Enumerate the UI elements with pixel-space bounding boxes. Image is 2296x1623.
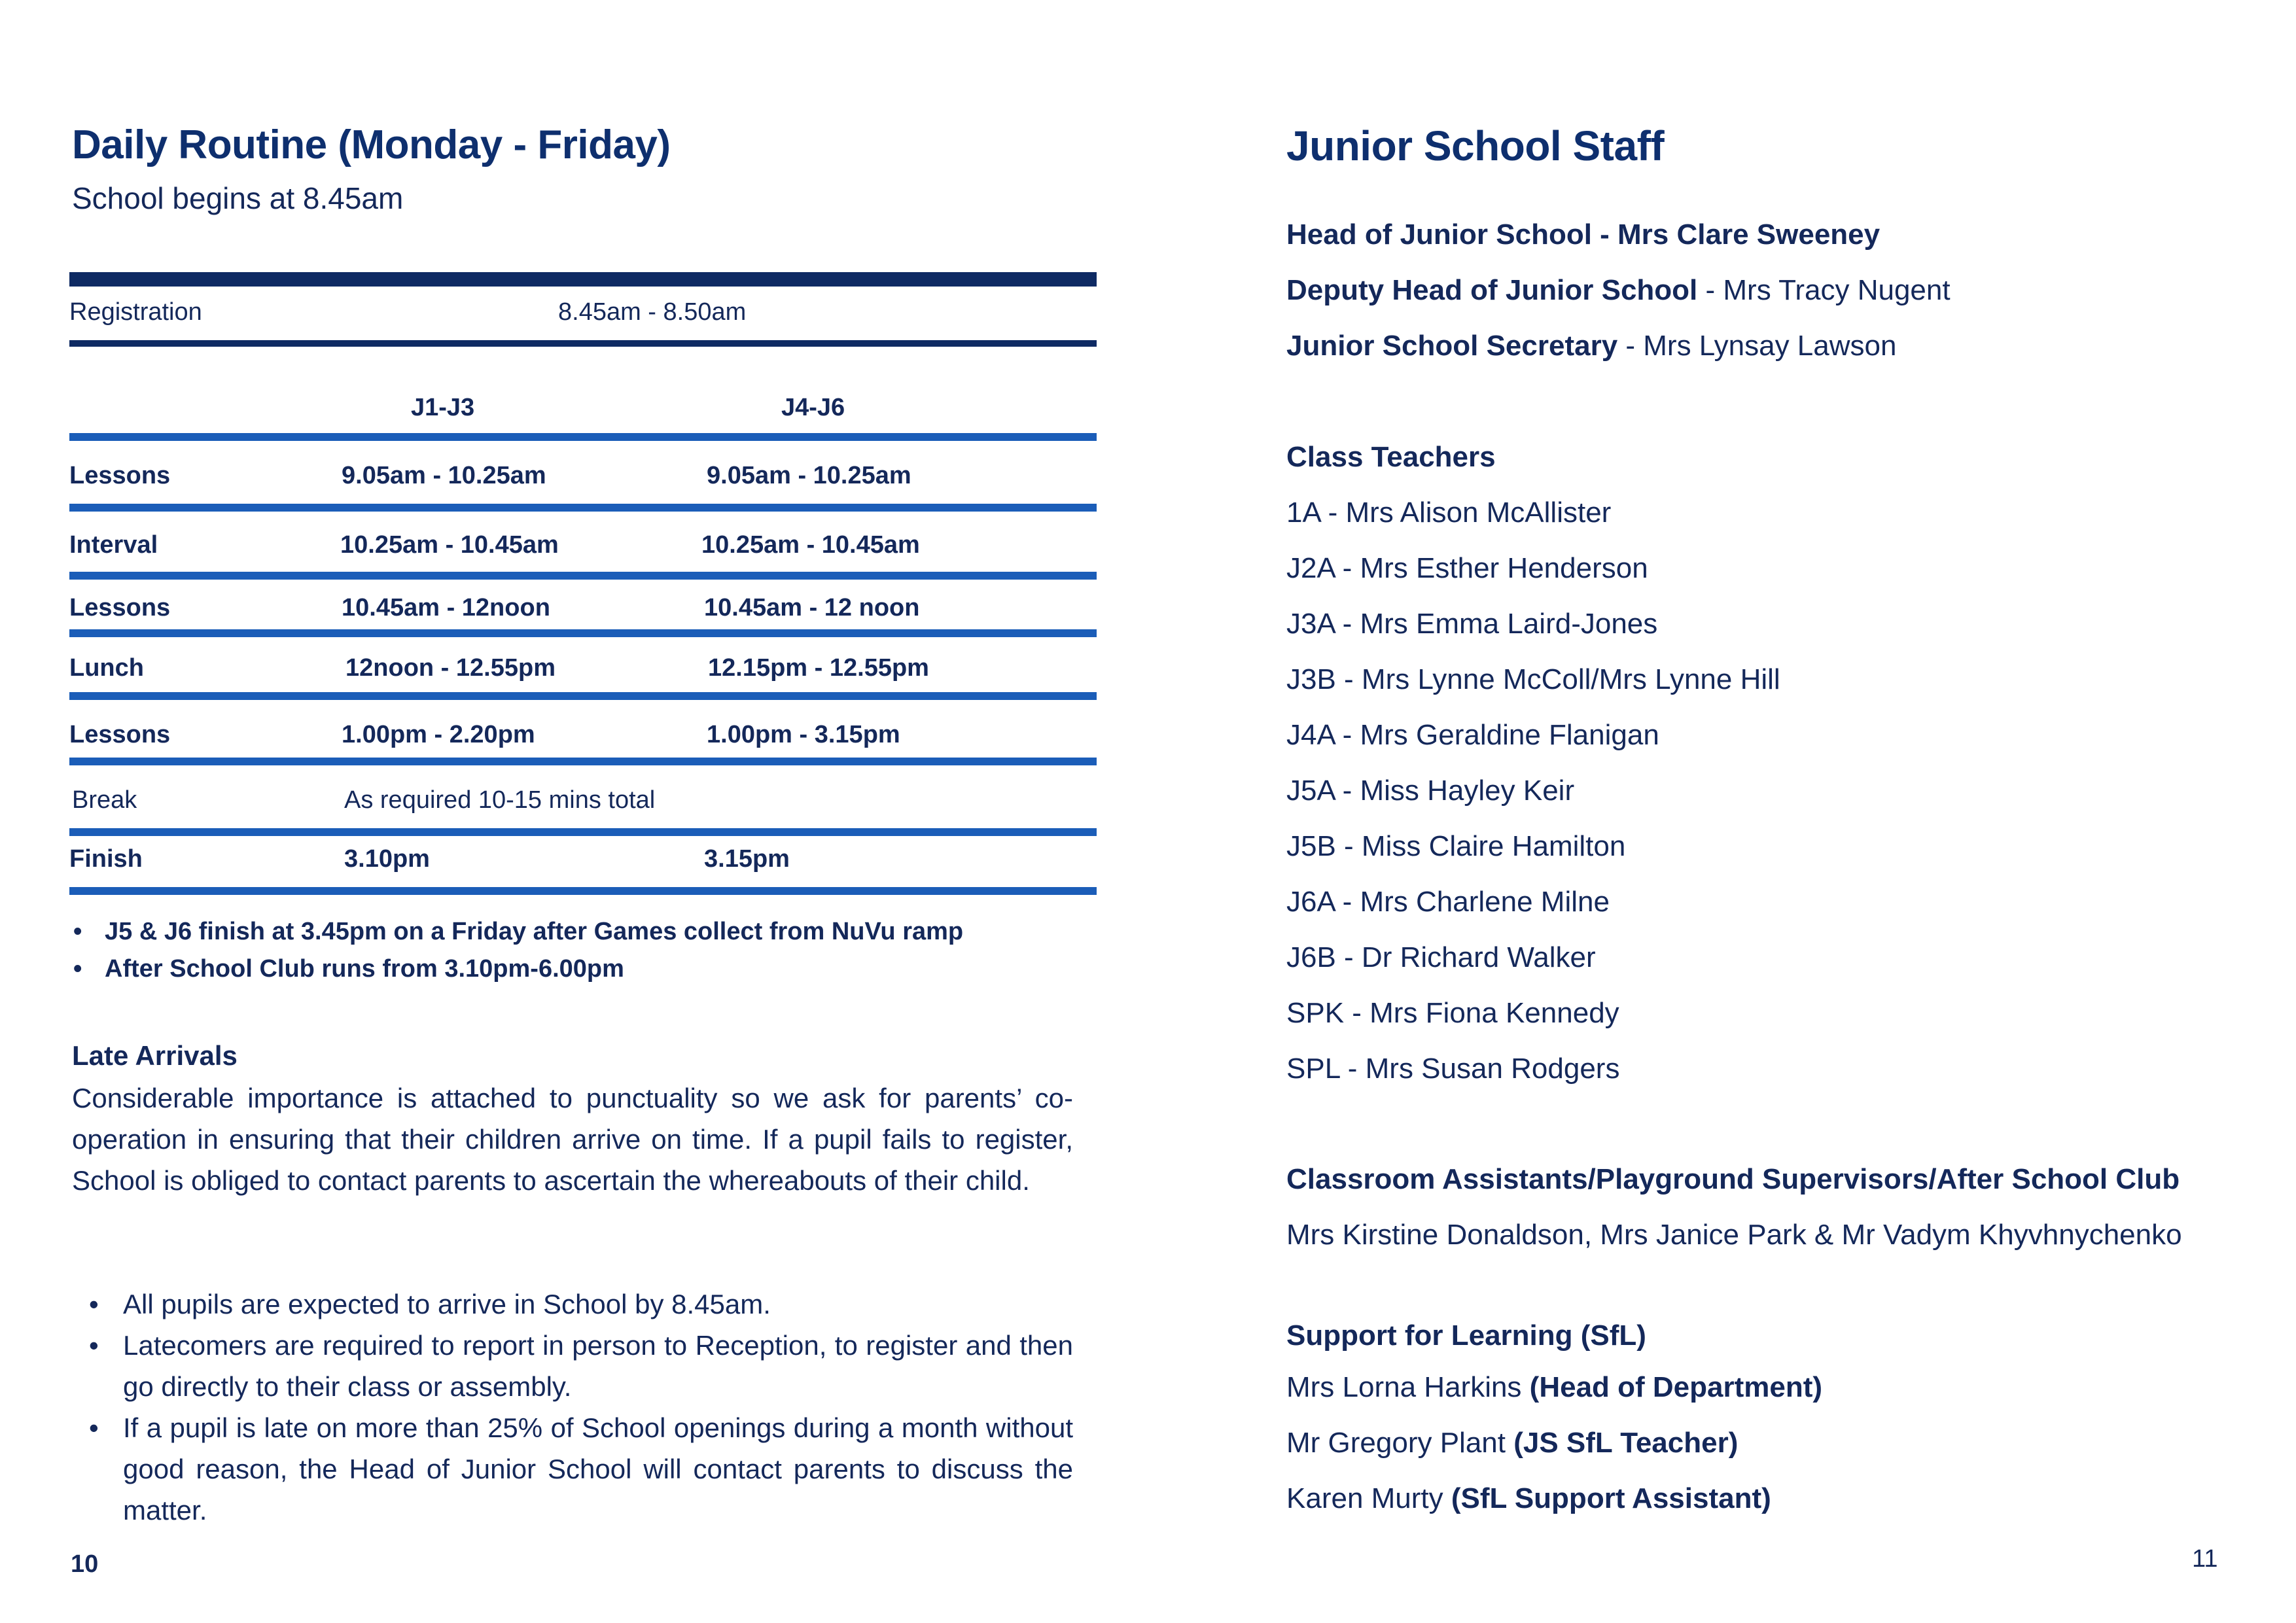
late-arrivals-heading: Late Arrivals (72, 1040, 238, 1071)
row-label-finish: Finish (69, 845, 143, 873)
table-rule (69, 504, 1097, 512)
column-header-j4-j6: J4-J6 (781, 394, 845, 421)
row-label-break: Break (72, 786, 137, 814)
row-j4-j6-time: 3.15pm (704, 845, 790, 873)
list-item: • All pupils are expected to arrive in School by 8.45am. (72, 1283, 1073, 1325)
row-j4-j6-time: 1.00pm - 3.15pm (707, 721, 900, 748)
table-top-rule (69, 272, 1097, 287)
row-label-lessons: Lessons (69, 594, 171, 621)
registration-time: 8.45am - 8.50am (558, 298, 747, 326)
deputy-name: - Mrs Tracy Nugent (1697, 274, 1951, 306)
list-item: • After School Club runs from 3.10pm-6.00pm (71, 951, 1118, 988)
row-break-note: As required 10-15 mins total (344, 786, 656, 814)
table-rule (69, 629, 1097, 637)
sfl-item (1286, 1427, 1738, 1459)
class-teacher-item: J6A - Mrs Charlene Milne (1286, 886, 1610, 918)
row-j1-j3-time: 1.00pm - 2.20pm (342, 721, 535, 748)
sfl-item (1286, 1371, 1822, 1404)
staff-title: Junior School Staff (1286, 122, 1665, 169)
row-j1-j3-time: 3.10pm (344, 845, 430, 873)
row-j1-j3-time: 10.45am - 12noon (342, 594, 550, 621)
page-subtitle: School begins at 8.45am (72, 181, 404, 215)
table-rule (69, 758, 1097, 765)
class-teacher-item: J2A - Mrs Esther Henderson (1286, 552, 1648, 584)
class-teacher-item: J3A - Mrs Emma Laird-Jones (1286, 608, 1658, 640)
registration-rule (69, 340, 1097, 347)
row-j1-j3-time: 9.05am - 10.25am (342, 462, 546, 489)
late-arrivals-rules (72, 1283, 1073, 1531)
late-arrivals-paragraph: Considerable importance is attached to punctuality so we ask for parents’ co-operation in ensuring that their children arrive on time. If a pupil fails to register, School is obliged to contact parents to ascertain the whereabouts of their child. (72, 1083, 1073, 1196)
class-teacher-item: J5B - Miss Claire Hamilton (1286, 830, 1626, 862)
table-rule (69, 887, 1097, 895)
row-j4-j6-time: 10.25am - 10.45am (701, 531, 920, 559)
secretary-role: Junior School Secretary (1286, 330, 1618, 362)
head-of-school: Head of Junior School - Mrs Clare Sweeney (1286, 218, 1881, 251)
class-teacher-item: J5A - Miss Hayley Keir (1286, 775, 1575, 807)
page-number-right: 11 (2192, 1545, 2218, 1573)
registration-label: Registration (69, 298, 202, 326)
deputy-head (1286, 274, 1951, 307)
row-j4-j6-time: 9.05am - 10.25am (707, 462, 911, 489)
sfl-name: Karen Murty (1286, 1482, 1451, 1514)
school-secretary (1286, 330, 1896, 362)
class-teacher-item: J3B - Mrs Lynne McColl/Mrs Lynne Hill (1286, 663, 1780, 695)
assistants-heading: Classroom Assistants/Playground Supervisors/After School Club (1286, 1163, 2180, 1195)
list-item: • J5 & J6 finish at 3.45pm on a Friday after Games collect from NuVu ramp (71, 913, 1118, 951)
column-header-j1-j3: J1-J3 (411, 394, 475, 421)
sfl-name: Mrs Lorna Harkins (1286, 1371, 1530, 1403)
sfl-name: Mr Gregory Plant (1286, 1427, 1514, 1459)
secretary-name: - Mrs Lynsay Lawson (1617, 330, 1897, 362)
timetable-notes (71, 913, 1118, 988)
row-label-lessons: Lessons (69, 721, 171, 748)
table-rule (69, 692, 1097, 700)
class-teacher-item: J6B - Dr Richard Walker (1286, 941, 1596, 973)
class-teachers-heading: Class Teachers (1286, 441, 1496, 473)
list-item: • Latecomers are required to report in person to Reception, to register and then go directly to their class or assembly. (72, 1325, 1073, 1407)
row-label-lessons: Lessons (69, 462, 171, 489)
sfl-heading: Support for Learning (SfL) (1286, 1319, 1646, 1352)
assistants-names: Mrs Kirstine Donaldson, Mrs Janice Park & Mr Vadym Khyvhnychenko (1286, 1219, 2182, 1251)
table-rule (69, 828, 1097, 836)
class-teacher-item: SPK - Mrs Fiona Kennedy (1286, 997, 1619, 1029)
row-label-lunch: Lunch (69, 654, 144, 682)
list-item: • If a pupil is late on more than 25% of School openings during a month without good reason, the Head of Junior School will contact parents to discuss the matter. (72, 1407, 1073, 1531)
class-teacher-item: J4A - Mrs Geraldine Flanigan (1286, 719, 1659, 751)
table-rule (69, 433, 1097, 441)
page-number-left: 10 (71, 1550, 99, 1578)
row-j4-j6-time: 12.15pm - 12.55pm (708, 654, 929, 682)
class-teacher-item: 1A - Mrs Alison McAllister (1286, 497, 1612, 529)
class-teacher-item: SPL - Mrs Susan Rodgers (1286, 1053, 1620, 1085)
sfl-role: (JS SfL Teacher) (1513, 1427, 1739, 1459)
row-j4-j6-time: 10.45am - 12 noon (704, 594, 920, 621)
sfl-role: (Head of Department) (1529, 1371, 1823, 1403)
row-j1-j3-time: 10.25am - 10.45am (340, 531, 559, 559)
row-j1-j3-time: 12noon - 12.55pm (345, 654, 556, 682)
row-label-interval: Interval (69, 531, 158, 559)
page-title: Daily Routine (Monday - Friday) (72, 122, 671, 167)
deputy-role: Deputy Head of Junior School (1286, 274, 1698, 306)
table-rule (69, 572, 1097, 580)
sfl-item (1286, 1482, 1771, 1515)
sfl-role: (SfL Support Assistant) (1451, 1482, 1771, 1514)
